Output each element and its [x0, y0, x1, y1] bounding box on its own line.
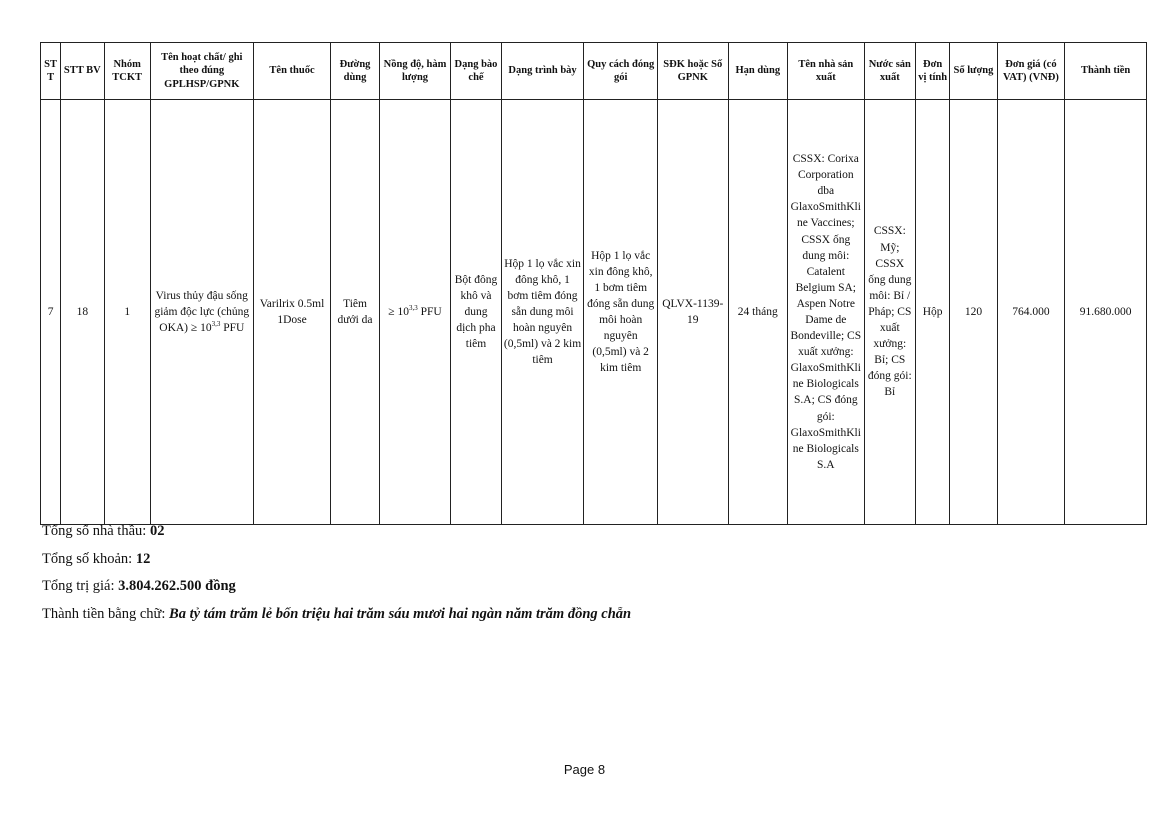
page-number: Page 8: [563, 762, 606, 777]
cell-don-vi: Hộp: [916, 100, 950, 525]
table-header-row: [41, 43, 1147, 100]
summary-khoan: [42, 546, 631, 574]
header-nha-san-xuat: Tên nhà sản xuất: [788, 43, 865, 100]
cell-nuoc-san-xuat: CSSX: Mỹ; CSSX ống dung môi: Bỉ / Pháp; CS xuất xưởng: Bỉ; CS đóng gói: Bỉ: [864, 100, 915, 525]
summary-khoan-label: Tổng số khoản:: [42, 550, 136, 567]
nong-do-unit: PFU: [417, 305, 442, 318]
header-thanh-tien: Thành tiền: [1065, 43, 1147, 100]
nong-do-text: ≥ 10: [388, 305, 409, 318]
cell-dang-trinh-bay: Hộp 1 lọ vắc xin đông khô, 1 bơm tiêm đóng sẵn dung môi hoàn nguyên (0,5ml) và 2 kim tiêm: [501, 100, 584, 525]
header-stt-bv: STT BV: [61, 43, 104, 100]
summary-khoan-value: 12: [135, 550, 151, 567]
header-dang-trinh-bay: Dạng trình bày: [501, 43, 584, 100]
header-duong-dung: Đường dùng: [331, 43, 379, 100]
header-hoat-chat: Tên hoạt chất/ ghi theo đúng GPLHSP/GPNK: [150, 43, 253, 100]
cell-quy-cach: Hộp 1 lọ vắc xin đông khô, 1 bơm tiêm đóng sẵn dung môi hoàn nguyên (0,5ml) và 2 kim tiêm: [584, 100, 658, 525]
hoat-chat-text: Virus thủy đậu sống giảm độc lực (chủng OKA) ≥ 10: [154, 289, 250, 335]
cell-dang-bao-che: Bột đông khô và dung dịch pha tiêm: [451, 100, 501, 525]
summary-tri-gia-label: Tổng trị giá:: [42, 578, 119, 594]
header-nhom-tckt: Nhóm TCKT: [104, 43, 150, 100]
hoat-chat-unit: PFU: [220, 322, 245, 335]
header-don-gia: Đơn giá (có VAT) (VNĐ): [997, 43, 1065, 100]
header-don-vi-tinh: Đơn vị tính: [916, 43, 950, 100]
cell-han-dung: 24 tháng: [728, 100, 787, 525]
summary-block: [42, 518, 631, 628]
header-so-luong: Số lượng: [950, 43, 997, 100]
cell-stt-bv: 18: [61, 100, 104, 525]
header-stt: STT: [41, 43, 61, 100]
header-quy-cach: Quy cách đóng gói: [584, 43, 658, 100]
summary-nha-thau-label: Tổng số nhà thầu:: [42, 523, 150, 539]
cell-hoat-chat: [150, 100, 253, 525]
header-dang-bao-che: Dạng bào chế: [451, 43, 501, 100]
document-sheet: [40, 42, 1147, 525]
cell-nhom: 1: [104, 100, 150, 525]
header-han-dung: Hạn dùng: [728, 43, 787, 100]
cell-nong-do: [379, 100, 451, 525]
cell-stt: 7: [41, 100, 61, 525]
drug-table: [40, 42, 1147, 525]
nong-do-exponent: 3,3: [408, 304, 418, 313]
cell-so-luong: 120: [950, 100, 997, 525]
header-nuoc-san-xuat: Nước sản xuất: [864, 43, 915, 100]
cell-duong-dung: Tiêm dưới da: [331, 100, 379, 525]
summary-nha-thau: [42, 518, 631, 546]
summary-nha-thau-value: 02: [149, 523, 165, 539]
cell-nha-san-xuat: CSSX: Corixa Corporation dba GlaxoSmithKline Vaccines; CSSX ống dung môi: Catalent Belgium SA; Aspen Notre Dame de Bondeville; CS xuất xưởng: GlaxoSmithKline Biologicals S.A; CS đóng gói: GlaxoSmithKline Biologicals S.A: [788, 100, 865, 525]
summary-bang-chu-value: Ba tỷ tám trăm lẻ bốn triệu hai trăm sáu mươi hai ngàn năm trăm đồng chẵn: [169, 605, 632, 622]
header-nong-do: Nồng độ, hàm lượng: [379, 43, 451, 100]
summary-bang-chu-label: Thành tiền bằng chữ:: [42, 605, 170, 622]
cell-don-gia: 764.000: [997, 100, 1065, 525]
table-row: [41, 100, 1147, 525]
header-sdk: SĐK hoặc Số GPNK: [657, 43, 728, 100]
cell-thanh-tien: 91.680.000: [1065, 100, 1147, 525]
summary-bang-chu: [42, 601, 631, 629]
cell-sdk: QLVX-1139-19: [657, 100, 728, 525]
summary-tri-gia: [42, 573, 631, 601]
summary-tri-gia-value: 3.804.262.500 đồng: [118, 578, 236, 594]
hoat-chat-exponent: 3,3: [211, 320, 221, 329]
header-ten-thuoc: Tên thuốc: [253, 43, 331, 100]
cell-ten-thuoc: Varilrix 0.5ml 1Dose: [253, 100, 331, 525]
